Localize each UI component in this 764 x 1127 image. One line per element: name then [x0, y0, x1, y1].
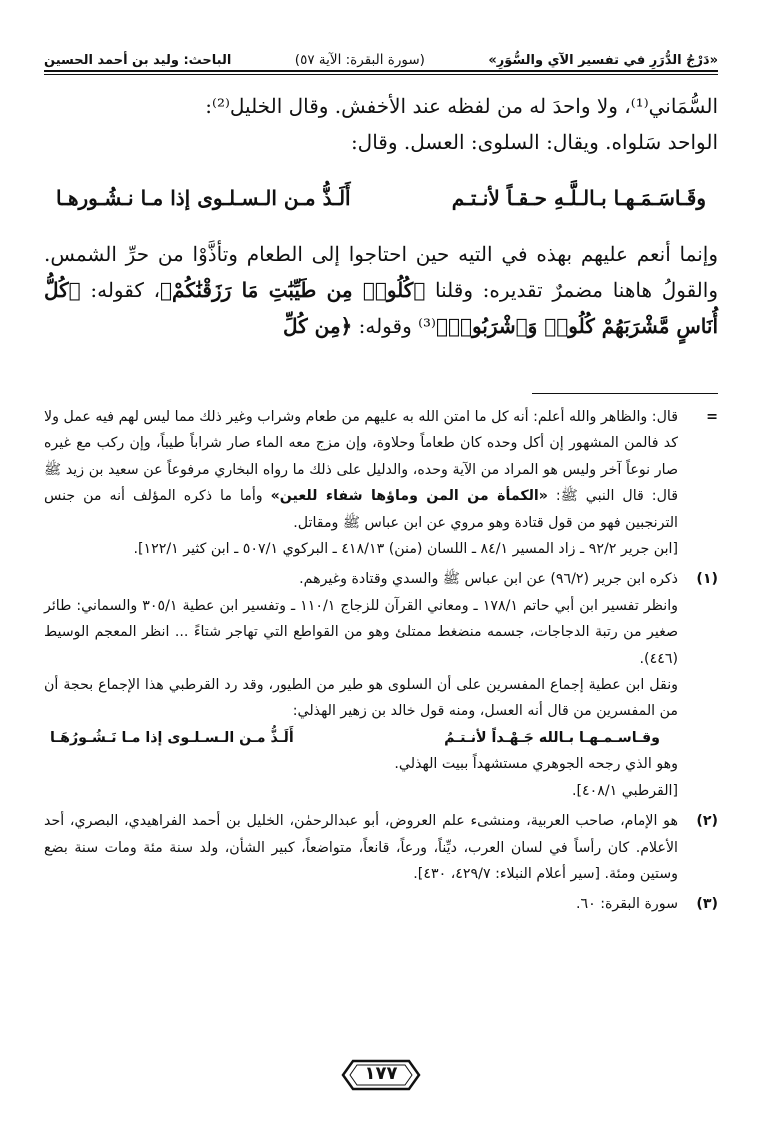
footnote-1-poem-left: أَلَـذُّ مـن الـسـلـوى إذا مـا نَـشُـورُهَـا	[50, 729, 294, 746]
footnote-3-number: (٣)	[696, 896, 718, 913]
poem-hemistich-left: أَلَـذُّ مـن الـسـلـوى إذا مـا نـشُـورهـا	[56, 186, 351, 210]
footnote-2	[44, 808, 718, 887]
footnote-continued-ref: [ابن جرير ٩٢/٢ ـ زاد المسير ٨٤/١ ـ اللسان (منن) ٤١٨/١٣ ـ البركوي ٥٠٧/١ ـ ابن كثير ١٢٢/١].	[133, 541, 678, 558]
footnote-1-para-4: وهو الذي رجحه الجوهري مستشهداً ببيت الهذلي.	[394, 756, 678, 773]
footnote-continued-marker: =	[706, 409, 718, 425]
poem-verse	[44, 180, 718, 216]
footnote-1-poem-right: وقـاسـمـهـا بـالله جَـهْـداً لأنـتـمُ	[444, 729, 660, 746]
header-rule-thin	[44, 74, 718, 75]
footnote-3	[44, 891, 718, 917]
main-para-part-b: ، كقوله:	[80, 278, 161, 302]
footnote-1	[44, 566, 718, 804]
footnote-continued-text	[44, 404, 678, 536]
footnote-1-para-3: ونقل ابن عطية إجماع المفسرين على أن السلوى هو طير من الطيور، وقد رد القرطبي هذا الإجماع بحجة أن من المفسرين من قال أنه العسل، ومنه قول خالد بن زهير الهذلي:	[44, 677, 678, 720]
main-para-part-c: ⁽³⁾ وقوله:	[352, 314, 436, 338]
footnote-continued-text-a: قال: والظاهر والله أعلم: أنه كل ما امتن الله به عليهم من طعام وشراب وغير ذلك مما ليس لهم فيه عمل ولا كد فالمن المشهور إن أكل وحده كان طعاماً وحلاوة، وإن مزج معه الماء صار شراباً طيباً، وإن ركب مع غيره صار نوعاً آخر وليس هو المراد من الآية وحده، والدليل على ذلك ما رواه البخاري مرفوعاً عن سعيد بن زيد ﷺ قال: قال النبي ﷺ:	[44, 409, 678, 505]
footnote-3-text: سورة البقرة: ٦٠.	[575, 896, 678, 913]
header-book-title: «دَرْجُ الدُّرَرِ في تفسير الآي والسُّوَرِ»	[488, 53, 718, 68]
running-header	[44, 38, 718, 68]
footnote-separator	[532, 393, 718, 394]
header-rule	[44, 70, 718, 72]
footnote-continued-text-b: وأما ما ذكره المؤلف أنه من جنس الترنجبين فهو من قول قتادة وهو مروي عن ابن عباس ﷺ ومقاتل.	[44, 488, 678, 531]
main-para-part-a: وإنما أنعم عليهم بهذه في التيه حين احتاجوا إلى الطعام وتأذَّوْا من حرِّ الشمس. والقولُ هاهنا مضمرٌ تقديره: وقلنا	[44, 242, 718, 302]
footnote-1-poem	[44, 725, 678, 751]
page-number: ١٧٧	[364, 1063, 398, 1084]
main-line-1: السُّمَاني⁽¹⁾، ولا واحدَ له من لفظه عند الأخفش. وقال الخليل⁽²⁾:	[205, 94, 718, 118]
footnote-2-text: هو الإمام، صاحب العربية، ومنشىء علم العروض، أبو عبدالرحمٰن، الخليل بن أحمد الفراهيدي، البصري، أحد الأعلام. كان رأساً في لسان العرب، ديِّناً، ورعاً، قانعاً، متواضعاً، كبير الشأن، ولد سنة مئة ومات سنة بضع وستين ومئة. [سير أعلام النبلاء: ٤٢٩/٧، ٤٣٠].	[44, 813, 678, 882]
main-line-2: الواحد سَلواه. ويقال: السلوى: العسل. وقال:	[350, 130, 718, 154]
main-paragraph	[44, 236, 718, 344]
header-author: الباحث: وليد بن أحمد الحسين	[44, 53, 232, 68]
footnotes	[44, 404, 718, 918]
page-number-ornament	[339, 1058, 423, 1092]
book-page	[44, 38, 718, 1098]
footnote-1-para-2: وانظر تفسير ابن أبي حاتم ١٧٨/١ ـ ومعاني القرآن للزجاج ١١٠/١ ـ وتفسير ابن عطية ٣٠٥/١ والسماني: طائر صغير من رتبة الدجاجات، جسمه منضغط ممتلئ وهو من القواطع التي تهاجر شتاءً ... انظر المعجم الوسيط (٤٤٦).	[44, 597, 678, 667]
footnote-1-para-5: [القرطبي ٤٠٨/١].	[571, 782, 678, 799]
quran-verse-3: ﴿مِن كُلِّ	[282, 314, 353, 338]
hadith-quote: «الكمأة من المن وماؤها شفاء للعين»	[270, 488, 548, 505]
footnote-2-number: (٢)	[696, 813, 718, 830]
header-surah-ref: (سورة البقرة: الآية ٥٧)	[294, 52, 425, 68]
quran-verse-1: ﴿كُلُوا۟ مِن طَيِّبَٰتِ مَا رَزَقْنَٰكُمْ﴾	[160, 278, 426, 302]
main-text	[44, 88, 718, 344]
footnote-1-number: (١)	[696, 571, 718, 588]
poem-hemistich-right: وقَـاسَـمَـهـا بـالـلَّـهِ حـقـاً لأنـتـم	[451, 186, 706, 210]
quran-verse-2: ﴿كُلُّ أُنَاسٍ مَّشْرَبَهُمْ كُلُوا۟ وَٱشْرَبُوا۟﴾	[44, 278, 718, 338]
footnote-1-para-1: ذكره ابن جرير (٩٦/٢) عن ابن عباس ﷺ والسدي وقتادة وغيرهم.	[299, 571, 678, 588]
footnote-continued	[44, 404, 718, 562]
